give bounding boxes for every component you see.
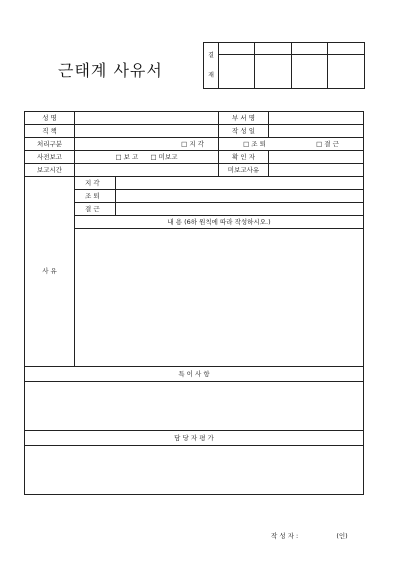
approval-sign-cell[interactable] — [255, 55, 292, 89]
category-options — [219, 138, 364, 151]
written-date-field[interactable] — [269, 125, 364, 138]
unreported-reason-label: 미보고사유 — [219, 164, 269, 177]
reason-early-label: 조 퇴 — [75, 190, 116, 203]
confirmer-field[interactable] — [269, 151, 364, 164]
position-label: 직 책 — [25, 125, 75, 138]
category-label: 처리구분 — [25, 138, 75, 151]
approval-title-cell[interactable] — [292, 43, 328, 55]
reason-early-field[interactable] — [116, 190, 364, 203]
reason-absent-label: 결 근 — [75, 203, 116, 216]
approval-sign-cell[interactable] — [328, 55, 365, 89]
prior-report-label: 사전보고 — [25, 151, 75, 164]
name-label: 성 명 — [25, 112, 75, 125]
early-checkbox[interactable]: □ 조 퇴 — [243, 139, 266, 148]
prior-report-options — [75, 151, 219, 164]
document-title: 근태계 사유서 — [58, 61, 163, 80]
position-field[interactable] — [75, 125, 219, 138]
reported-checkbox[interactable]: □ 보 고 — [115, 152, 139, 161]
content-field[interactable] — [75, 229, 364, 367]
writer-line — [271, 531, 348, 540]
approval-sign-cell[interactable] — [292, 55, 328, 89]
notes-field[interactable] — [25, 382, 364, 431]
unreported-reason-field[interactable] — [269, 164, 364, 177]
evaluation-field[interactable] — [25, 446, 364, 495]
report-time-field[interactable] — [75, 164, 219, 177]
name-field[interactable] — [75, 112, 219, 125]
approval-title-cell[interactable] — [219, 43, 255, 55]
dept-field[interactable] — [269, 112, 364, 125]
reason-late-label: 지 각 — [75, 177, 116, 190]
writer-label: 작 성 자 : — [271, 532, 299, 540]
approval-title-cell[interactable] — [328, 43, 365, 55]
content-header: 내 용 (6하 원칙에 따라 작성하시오.) — [75, 216, 364, 229]
approval-label-top: 결 — [208, 51, 214, 59]
approval-title-cell[interactable] — [255, 43, 292, 55]
notes-header: 특 이 사 항 — [25, 367, 364, 382]
approval-box — [203, 42, 365, 89]
reason-late-field[interactable] — [116, 177, 364, 190]
unreported-checkbox[interactable]: □ 미보고 — [150, 152, 178, 161]
approval-label — [204, 43, 219, 89]
approval-label-bottom: 재 — [208, 71, 214, 79]
dept-label: 부 서 명 — [219, 112, 269, 125]
late-checkbox[interactable]: □ 지 각 — [75, 138, 219, 151]
report-time-label: 보고시간 — [25, 164, 75, 177]
absent-checkbox[interactable]: □ 결 근 — [316, 139, 339, 148]
seal-label: (인) — [336, 532, 348, 540]
approval-sign-cell[interactable] — [219, 55, 255, 89]
confirmer-label: 확 인 자 — [219, 151, 269, 164]
reason-label: 사 유 — [25, 177, 75, 367]
main-form — [24, 111, 364, 495]
evaluation-header: 담 당 자 평 가 — [25, 431, 364, 446]
written-date-label: 작 성 일 — [219, 125, 269, 138]
reason-absent-field[interactable] — [116, 203, 364, 216]
